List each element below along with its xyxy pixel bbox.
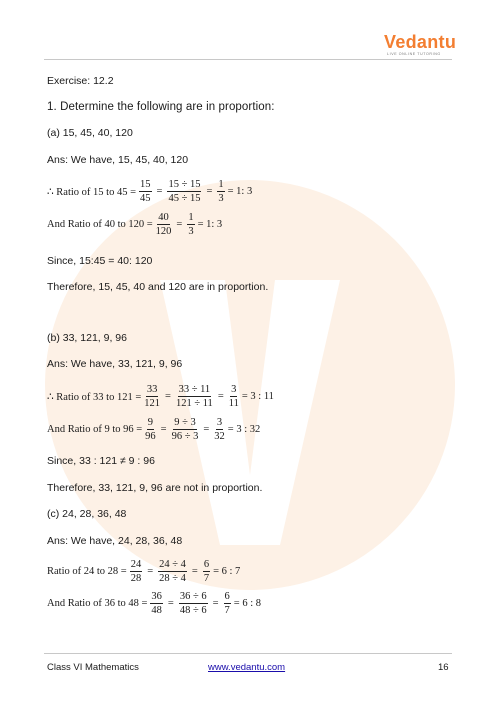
part-a-ratio-2: And Ratio of 40 to 120 = $\frac{40}{120}$ = $\frac{1}{3}$ = 1: 3 bbox=[47, 212, 223, 237]
ratio-result: = 1: 3 bbox=[197, 219, 223, 230]
numerator: 24 bbox=[130, 559, 142, 570]
part-c-ratio-2: And Ratio of 36 to 48 = $\frac{36}{48}$ = $\frac{36 \div 6}{48 \div 6}$ = $\frac{6}{7}$ = 6 : 8 bbox=[47, 591, 261, 616]
ratio-result: = 6 : 8 bbox=[233, 598, 261, 609]
ratio-result: = 3 : 32 bbox=[227, 424, 261, 435]
fraction bbox=[139, 178, 152, 205]
ratio-lead: ∴ Ratio of 33 to 121 = bbox=[47, 391, 142, 403]
ratio-result: = 3 : 11 bbox=[241, 391, 274, 402]
ratio-lead: And Ratio of 9 to 96 = bbox=[47, 424, 143, 435]
denominator: 32 bbox=[214, 431, 225, 442]
ratio-result: = 1: 3 bbox=[227, 186, 253, 197]
numerator: 36 ÷ 6 bbox=[179, 591, 207, 602]
part-a-conclusion: Therefore, 15, 45, 40 and 120 are in proportion. bbox=[47, 281, 269, 293]
fraction bbox=[172, 416, 199, 443]
denominator: 96 bbox=[145, 431, 156, 442]
fraction bbox=[224, 590, 231, 617]
fraction bbox=[179, 590, 208, 617]
fraction bbox=[150, 590, 163, 617]
denominator: 45 bbox=[140, 193, 151, 204]
numerator: 36 bbox=[151, 591, 162, 602]
part-c-label: (c) 24, 28, 36, 48 bbox=[47, 508, 127, 520]
ratio-lead: And Ratio of 40 to 120 = bbox=[47, 219, 153, 230]
numerator: 40 bbox=[158, 212, 169, 223]
numerator: 1 bbox=[218, 179, 224, 190]
denominator: 48 ÷ 6 bbox=[179, 605, 207, 616]
part-a-answer-intro: Ans: We have, 15, 45, 40, 120 bbox=[47, 154, 189, 166]
logo-tagline: LIVE ONLINE TUTORING bbox=[387, 52, 441, 56]
part-c-answer-intro: Ans: We have, 24, 28, 36, 48 bbox=[47, 535, 183, 547]
denominator: 3 bbox=[188, 226, 194, 237]
vedantu-logo[interactable] bbox=[384, 32, 457, 56]
numerator: 3 bbox=[231, 384, 237, 395]
part-b-ratio-1: ∴ Ratio of 33 to 121 = $\frac{33}{121}$ = $\frac{33 \div 11}{121 \div 11}$ = $\frac{3}{11}$ = 3 : 11 bbox=[47, 384, 274, 409]
denominator: 45 ÷ 15 bbox=[168, 193, 201, 204]
fraction bbox=[156, 211, 172, 238]
denominator: 7 bbox=[224, 605, 230, 616]
footer-divider bbox=[44, 653, 452, 654]
fraction bbox=[144, 383, 160, 410]
denominator: 11 bbox=[228, 398, 239, 409]
denominator: 48 bbox=[151, 605, 162, 616]
fraction bbox=[167, 178, 201, 205]
numerator: 15 bbox=[140, 179, 151, 190]
part-b-since: Since, 33 : 121 ≠ 9 : 96 bbox=[47, 455, 155, 467]
footer-website-link[interactable]: www.vedantu.com bbox=[208, 662, 286, 673]
ratio-lead: And Ratio of 36 to 48 = bbox=[47, 598, 148, 609]
numerator: 6 bbox=[203, 559, 210, 570]
part-a-since: Since, 15:45 = 40: 120 bbox=[47, 255, 153, 267]
part-a-ratio-1: ∴ Ratio of 15 to 45 = $\frac{15}{45}$ = $\frac{15 \div 15}{45 \div 15}$ = $\frac{1}{3}$ = 1: 3 bbox=[47, 179, 253, 204]
footer-subject: Class VI Mathematics bbox=[47, 662, 139, 673]
numerator: 1 bbox=[188, 212, 194, 223]
fraction bbox=[158, 558, 187, 585]
denominator: 121 ÷ 11 bbox=[175, 398, 213, 409]
denominator: 28 bbox=[130, 573, 142, 584]
fraction bbox=[130, 558, 143, 585]
ratio-result: = 6 : 7 bbox=[213, 566, 241, 577]
fraction bbox=[187, 211, 194, 238]
part-b-label: (b) 33, 121, 9, 96 bbox=[47, 332, 127, 344]
part-c-ratio-1: Ratio of 24 to 28 = $\frac{24}{28}$ = $\frac{24 \div 4}{28 \div 4}$ = $\frac{6}{7}$ = 6 : 7 bbox=[47, 559, 241, 584]
part-b-conclusion: Therefore, 33, 121, 9, 96 are not in proportion. bbox=[47, 482, 263, 494]
part-b-ratio-2: And Ratio of 9 to 96 = $\frac{9}{96}$ = $\frac{9 \div 3}{96 \div 3}$ = $\frac{3}{32}$ = 3 : 32 bbox=[47, 417, 261, 442]
logo-wordmark: Vedantu bbox=[384, 32, 457, 52]
exercise-title: Exercise: 12.2 bbox=[47, 75, 114, 87]
part-b-answer-intro: Ans: We have, 33, 121, 9, 96 bbox=[47, 358, 183, 370]
numerator: 15 ÷ 15 bbox=[168, 179, 201, 190]
part-a-label: (a) 15, 45, 40, 120 bbox=[47, 127, 133, 139]
numerator: 9 ÷ 3 bbox=[174, 417, 196, 428]
question-heading: 1. Determine the following are in proportion: bbox=[47, 101, 275, 113]
numerator: 33 ÷ 11 bbox=[178, 384, 211, 395]
numerator: 9 bbox=[147, 417, 154, 428]
fraction bbox=[203, 558, 210, 585]
page-number: 16 bbox=[438, 662, 449, 673]
ratio-lead: Ratio of 24 to 28 = bbox=[47, 566, 127, 577]
ratio-lead: ∴ Ratio of 15 to 45 = bbox=[47, 186, 137, 198]
fraction bbox=[145, 416, 156, 443]
denominator: 7 bbox=[203, 573, 210, 584]
numerator: 24 ÷ 4 bbox=[159, 559, 186, 570]
header-divider bbox=[44, 59, 452, 60]
fraction bbox=[176, 383, 213, 410]
denominator: 120 bbox=[155, 226, 172, 237]
numerator: 33 bbox=[146, 384, 158, 395]
numerator: 6 bbox=[224, 591, 230, 602]
numerator: 3 bbox=[216, 417, 223, 428]
fraction bbox=[229, 383, 239, 410]
denominator: 3 bbox=[218, 193, 224, 204]
fraction bbox=[214, 416, 225, 443]
denominator: 96 ÷ 3 bbox=[171, 431, 199, 442]
denominator: 28 ÷ 4 bbox=[159, 573, 186, 584]
fraction bbox=[217, 178, 224, 205]
denominator: 121 bbox=[144, 398, 161, 409]
